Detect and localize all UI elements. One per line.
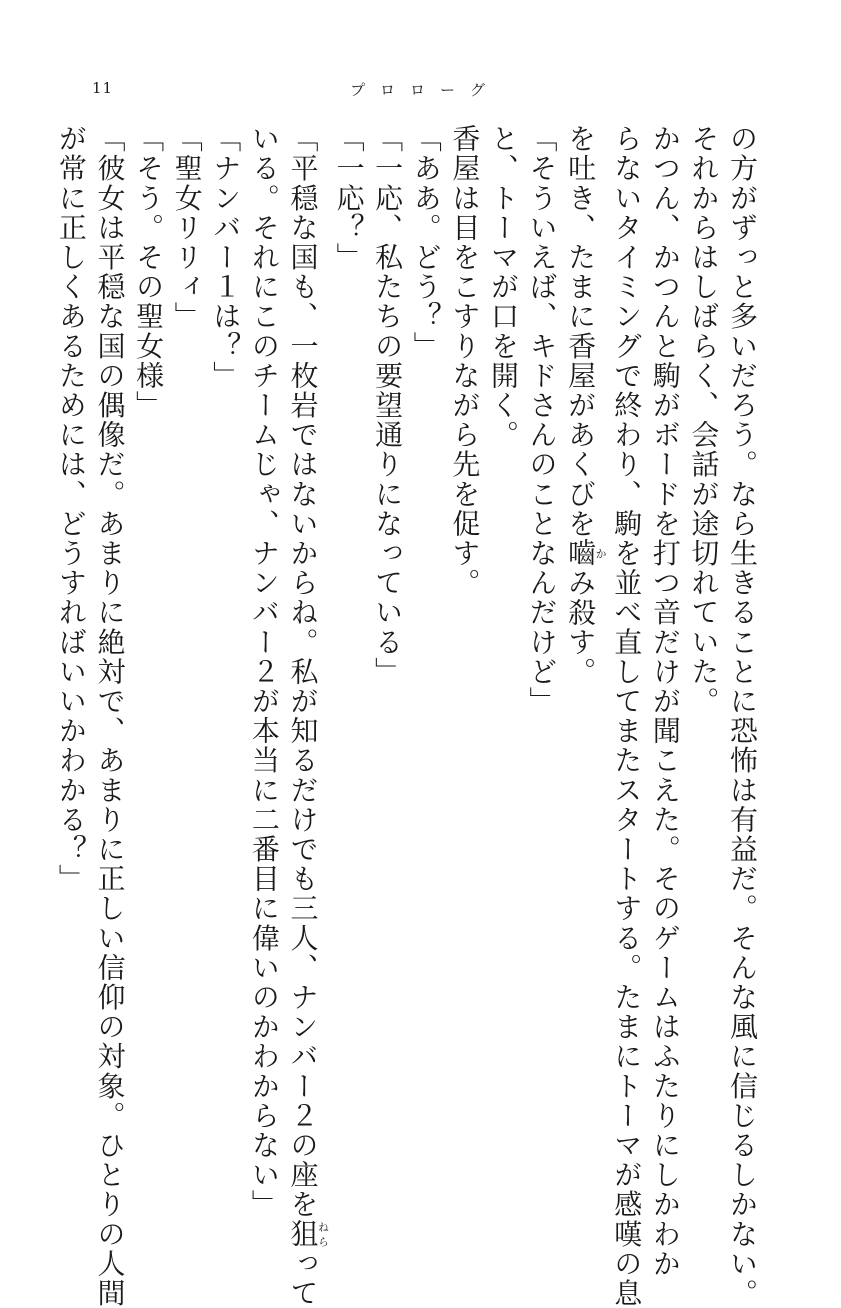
text-line: 「そういえば、キドさんのことなんだけど」 bbox=[525, 124, 559, 716]
text-line: 「彼女は平穏な国の偶像だ。あまりに絶対で、あまりに正しい信仰の対象。ひとりの人間 bbox=[93, 124, 127, 1308]
text-segment: って bbox=[286, 1248, 320, 1308]
text-line: 香屋は目をこすりながら先を促す。 bbox=[448, 124, 482, 598]
ruby-base: 嚙 bbox=[564, 538, 598, 569]
text-line: それからはしばらく、会話が途切れていた。 bbox=[687, 124, 721, 716]
text-line: 「ナンバー１は？」 bbox=[209, 124, 243, 391]
text-line: と、トーマが口を開く。 bbox=[486, 124, 520, 450]
text-line: 「ああ。どう？」 bbox=[409, 124, 443, 361]
text-line: いる。それにこのチームじゃ、ナンバー２が本当に二番目に偉いのかわからない」 bbox=[247, 124, 281, 1220]
ruby-reading: か bbox=[594, 538, 608, 568]
text-segment: み殺す。 bbox=[564, 568, 598, 687]
text-line: 「一応、私たちの要望通りになっている」 bbox=[371, 124, 405, 687]
ruby-annotation bbox=[286, 1219, 330, 1249]
running-head: プロローグ bbox=[350, 81, 501, 99]
ruby-annotation bbox=[564, 538, 608, 569]
ruby-reading: ねら bbox=[316, 1219, 330, 1249]
text-line: 「一応？」 bbox=[332, 124, 366, 272]
text-line: が常に正しくあるためには、どうすればいいかわかる？」 bbox=[54, 124, 88, 894]
text-line bbox=[561, 124, 607, 1124]
ruby-base: 狙 bbox=[286, 1219, 320, 1249]
text-segment: 「平穏な国も、一枚岩ではないからね。私が知るだけでも三人、ナンバー２の座を bbox=[286, 124, 320, 1220]
body-text bbox=[54, 124, 761, 1308]
text-segment: を吐き、たまに香屋があくびを bbox=[564, 124, 598, 539]
text-line: の方がずっと多いだろう。なら生きることに恐怖は有益だ。そんな風に信じるしかない。 bbox=[726, 124, 759, 1308]
page-number: 11 bbox=[92, 79, 114, 97]
text-line: かつん、かつんと駒がボードを打つ音だけが聞こえた。そのゲームはふたりにしかわか bbox=[648, 124, 682, 1279]
text-line: 「そう。その聖女様」 bbox=[132, 124, 166, 420]
text-line: らないタイミングで終わり、駒を並べ直してまたスタートする。たまにトーマが感嘆の息 bbox=[610, 124, 644, 1308]
text-line bbox=[283, 124, 330, 1308]
text-line: 「聖女リリィ」 bbox=[170, 124, 204, 332]
